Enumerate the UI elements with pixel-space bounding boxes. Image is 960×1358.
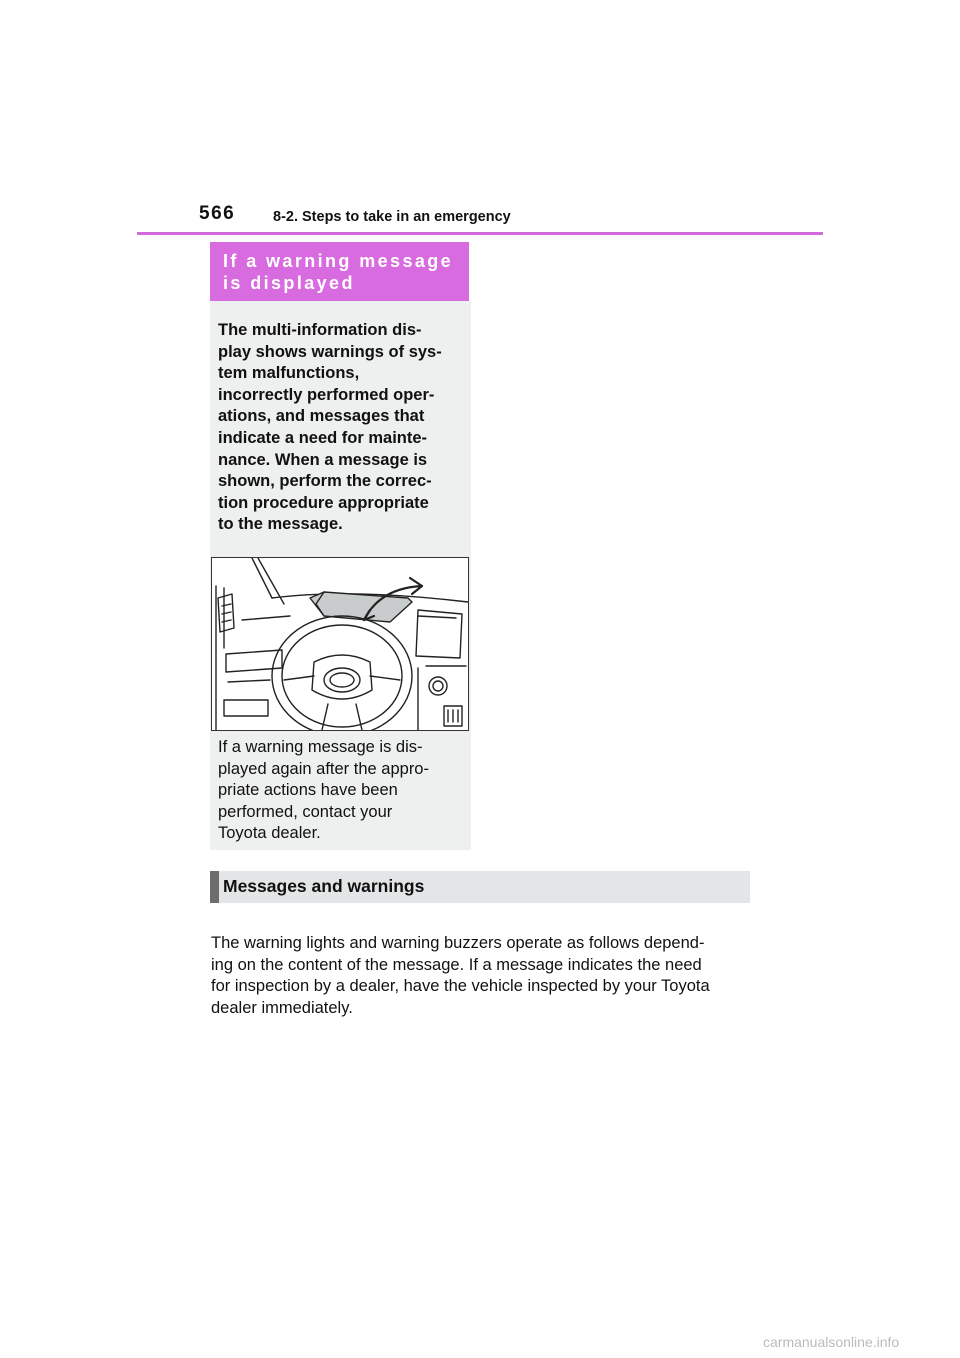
section-header: 8-2. Steps to take in an emergency	[273, 209, 511, 225]
intro-line: ations, and messages that	[218, 407, 425, 426]
intro-line: indicate a need for mainte-	[218, 428, 428, 447]
warning-section-title	[210, 242, 469, 301]
dashboard-steering-wheel-illustration	[211, 557, 469, 731]
heading-text: Messages and warnings	[223, 876, 425, 896]
note-line: performed, contact your	[218, 802, 393, 821]
body-line: for inspection by a dealer, have the vehicle inspected by your Toyota	[211, 977, 710, 996]
page-number: 566	[199, 203, 236, 224]
watermark: carmanualsonline.info	[763, 1334, 900, 1350]
intro-line: to the message.	[218, 515, 343, 534]
header-divider	[137, 232, 823, 235]
body-line: dealer immediately.	[211, 998, 353, 1017]
intro-paragraph	[218, 320, 468, 536]
intro-line: tem malfunctions,	[218, 364, 360, 383]
intro-line: incorrectly performed oper-	[218, 385, 435, 404]
intro-line: play shows warnings of sys-	[218, 342, 442, 361]
messages-section-heading	[210, 871, 750, 903]
note-line: If a warning message is dis-	[218, 738, 423, 756]
body-line: The warning lights and warning buzzers operate as follows depend-	[211, 934, 705, 952]
note-paragraph	[218, 737, 468, 845]
note-line: Toyota dealer.	[218, 824, 321, 843]
intro-line: The multi-information dis-	[218, 321, 422, 339]
messages-body-paragraph	[211, 933, 751, 1019]
intro-line: shown, perform the correc-	[218, 472, 432, 491]
title-line: If a warning message	[223, 251, 454, 271]
note-line: played again after the appro-	[218, 759, 429, 778]
title-line: is displayed	[223, 273, 355, 293]
intro-line: nance. When a message is	[218, 450, 428, 469]
note-line: priate actions have been	[218, 781, 398, 800]
heading-accent-bar	[210, 871, 219, 903]
intro-line: tion procedure appropriate	[218, 493, 429, 512]
body-line: ing on the content of the message. If a message indicates the need	[211, 955, 702, 974]
